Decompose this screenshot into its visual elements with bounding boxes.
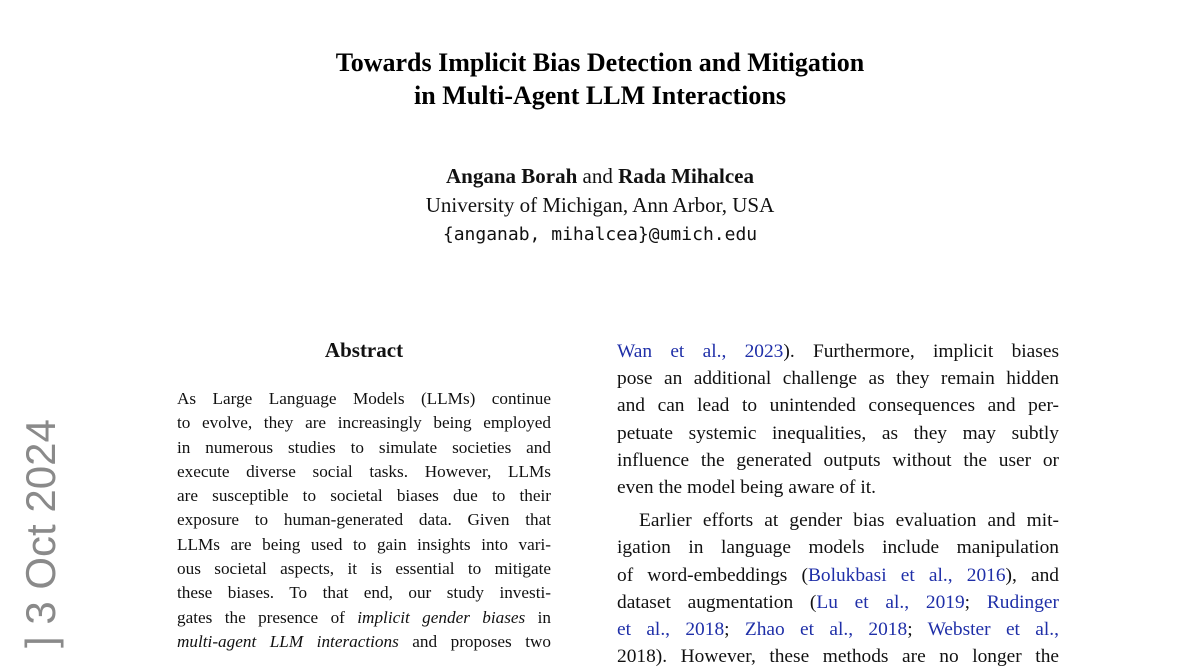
intro-line: of word-embeddings (Bolukbasi et al., 2016), and — [617, 564, 1060, 586]
email: {anganab, mihalcea}@umich.edu — [442, 224, 758, 245]
intro-line: pose an additional challenge as they remain hidden — [617, 368, 1059, 390]
citation-link[interactable]: Rudinger — [986, 591, 1059, 613]
intro-line: dataset augmentation (Lu et al., 2019; Rudinger — [617, 591, 1059, 613]
arxiv-stamp: ] 3 Oct 2024 — [17, 419, 64, 648]
author-2: Rada Mihalcea — [618, 164, 754, 188]
citation-link[interactable]: Wan et al., 2023 — [617, 341, 784, 362]
citation-link[interactable]: Zhao et al., 2018 — [744, 619, 908, 641]
citation-link[interactable]: Bolukbasi et al., 2016 — [807, 564, 1006, 586]
intro-line: and can lead to unintended consequences and per- — [617, 395, 1059, 417]
paper-title — [0, 46, 1200, 112]
intro-line: igation in language models include manipulation — [617, 537, 1059, 559]
affiliation: University of Michigan, Ann Arbor, USA — [425, 193, 775, 217]
intro-line: even the model being aware of it. — [617, 477, 876, 499]
abstract-line: LLMs are being used to gain insights into vari- — [177, 534, 551, 554]
intro-line: Earlier efforts at gender bias evaluation and mit- — [639, 510, 1059, 532]
abstract-line: execute diverse social tasks. However, LLMs — [177, 461, 551, 481]
abstract-line: in numerous studies to simulate societies and — [177, 437, 551, 457]
abstract-body — [177, 387, 551, 654]
abstract-line: exposure to human-generated data. Given that — [177, 510, 551, 530]
abstract-line: are susceptible to societal biases due to their — [177, 486, 551, 506]
abstract-line: gates the presence of implicit gender biases in — [177, 607, 551, 627]
title-line-2: in Multi-Agent LLM Interactions — [414, 81, 786, 110]
abstract-line: As Large Language Models (LLMs) continue — [177, 389, 551, 408]
abstract-heading: Abstract — [324, 338, 404, 362]
intro-line: petuate systemic inequalities, as they may subtly — [617, 422, 1059, 444]
abstract-line: ous societal aspects, it is essential to mitigate — [177, 559, 551, 579]
author-conjunction: and — [582, 164, 613, 188]
author-block — [0, 162, 1200, 220]
citation-link[interactable]: et al., 2018 — [617, 619, 725, 641]
abstract-line: multi-agent LLM interactions and proposes two — [177, 631, 551, 651]
title-line-1: Towards Implicit Bias Detection and Mitigation — [335, 48, 865, 77]
intro-column — [617, 338, 1059, 670]
abstract-line: these biases. To that end, our study investi- — [177, 583, 551, 603]
author-1: Angana Borah — [445, 164, 578, 188]
abstract-line: to evolve, they are increasingly being employed — [177, 413, 551, 433]
citation-link[interactable]: Webster et al., — [927, 619, 1059, 641]
intro-line: influence the generated outputs without the user or — [617, 449, 1059, 471]
intro-line: et al., 2018; Zhao et al., 2018; Webster et al., — [617, 619, 1059, 641]
citation-link[interactable]: Lu et al., 2019 — [816, 591, 965, 613]
intro-line: 2018). However, these methods are no longer the — [617, 646, 1059, 668]
intro-line: Wan et al., 2023). Furthermore, implicit biases — [617, 341, 1059, 362]
